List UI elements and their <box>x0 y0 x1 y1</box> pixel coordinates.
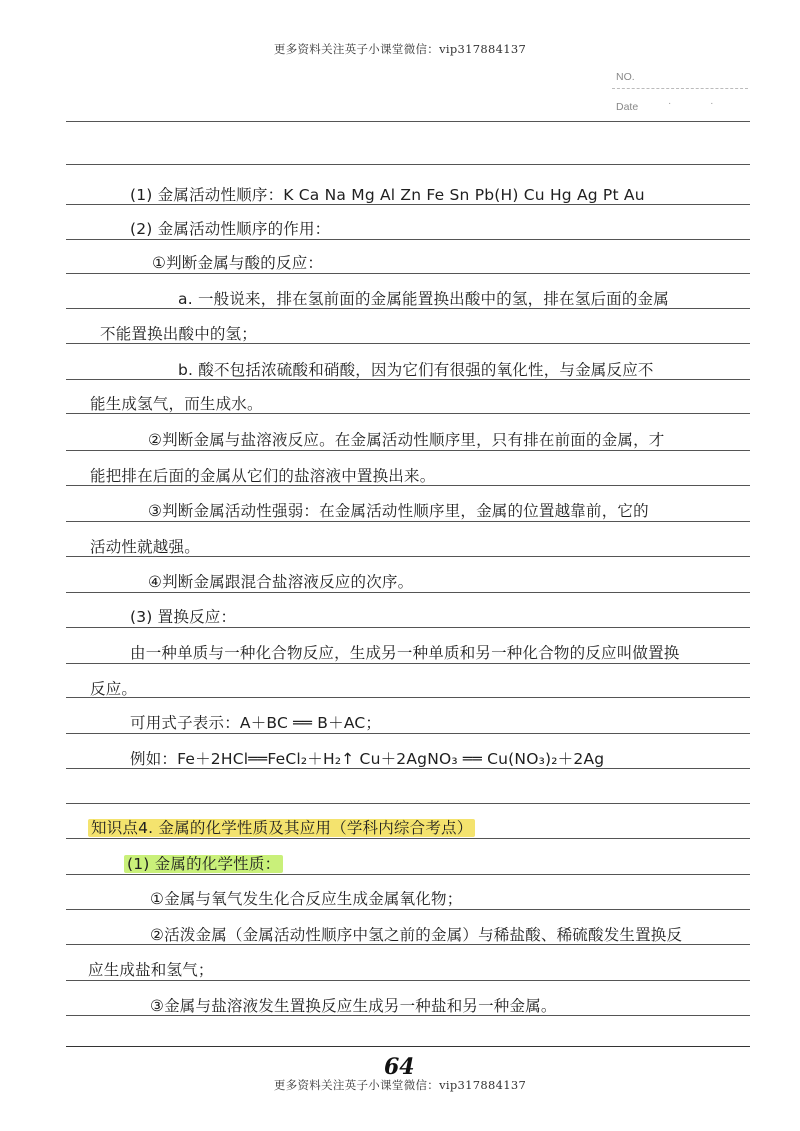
no-rule <box>612 88 748 89</box>
subsection-heading <box>124 852 283 874</box>
note-line: 可用式子表示：A＋BC ══ B＋AC； <box>130 714 382 732</box>
note-line: ①判断金属与酸的反应： <box>152 254 324 272</box>
ruled-line <box>66 909 750 910</box>
note-line: ②活泼金属（金属活动性顺序中氢之前的金属）与稀盐酸、稀硫酸发生置换反 <box>150 926 683 944</box>
note-line: 不能置换出酸中的氢； <box>100 325 258 343</box>
note-line: (2) 金属活动性顺序的作用： <box>130 220 331 238</box>
note-line: 反应。 <box>90 680 138 698</box>
note-line: ④判断金属跟混合盐溶液反应的次序。 <box>148 573 414 591</box>
date-label: Date <box>616 101 639 113</box>
ruled-line <box>66 239 750 240</box>
note-line: 活动性就越强。 <box>90 538 200 556</box>
note-line: ②判断金属与盐溶液反应。在金属活动性顺序里，只有排在前面的金属，才 <box>148 431 665 449</box>
note-line: ③判断金属活动性强弱：在金属活动性顺序里，金属的位置越靠前，它的 <box>148 502 649 520</box>
watermark-top: 更多资料关注英子小课堂微信：vip317884137 <box>273 42 527 56</box>
note-line: 能生成氢气，而生成水。 <box>90 395 263 413</box>
no-label: NO. <box>616 71 635 83</box>
note-line: 由一种单质与一种化合物反应，生成另一种单质和另一种化合物的反应叫做置换 <box>130 644 680 662</box>
ruled-line <box>66 592 750 593</box>
bottom-rule <box>66 1046 750 1047</box>
note-line: ③金属与盐溶液发生置换反应生成另一种盐和另一种金属。 <box>150 997 557 1015</box>
note-line: ①金属与氧气发生化合反应生成金属氧化物； <box>150 890 463 908</box>
ruled-line <box>66 697 750 698</box>
note-line: b. 酸不包括浓硫酸和硝酸，因为它们有很强的氧化性，与金属反应不 <box>178 361 654 379</box>
note-line: 能把排在后面的金属从它们的盐溶液中置换出来。 <box>90 467 436 485</box>
ruled-line <box>66 803 750 804</box>
ruled-line <box>66 450 750 451</box>
note-line: 应生成盐和氢气； <box>88 961 214 979</box>
ruled-line <box>66 980 750 981</box>
note-line: (3) 置换反应： <box>130 608 237 626</box>
note-line: a. 一般说来，排在氢前面的金属能置换出酸中的氢，排在氢后面的金属 <box>178 290 669 308</box>
date-dots: · · <box>668 98 732 109</box>
ruled-line <box>66 874 750 875</box>
ruled-line <box>66 521 750 522</box>
subsection-heading-text: (1) 金属的化学性质： <box>124 855 283 873</box>
note-line: (1) 金属活动性顺序：K Ca Na Mg Al Zn Fe Sn Pb(H) Cu Hg Ag Pt Au <box>130 186 645 204</box>
section-heading <box>88 816 475 838</box>
page-number: 64 <box>384 1054 415 1080</box>
ruled-line <box>66 121 750 122</box>
ruled-line <box>66 627 750 628</box>
ruled-line <box>66 164 750 165</box>
ruled-line <box>66 273 750 274</box>
ruled-line <box>66 838 750 839</box>
section-heading-text: 知识点4. 金属的化学性质及其应用（学科内综合考点） <box>88 819 475 837</box>
ruled-line <box>66 663 750 664</box>
ruled-line <box>66 733 750 734</box>
watermark-bottom: 更多资料关注英子小课堂微信：vip317884137 <box>273 1078 527 1092</box>
note-line: 例如：Fe＋2HCl══FeCl₂＋H₂↑ Cu＋2AgNO₃ ══ Cu(NO₃)₂＋2Ag <box>130 750 605 768</box>
